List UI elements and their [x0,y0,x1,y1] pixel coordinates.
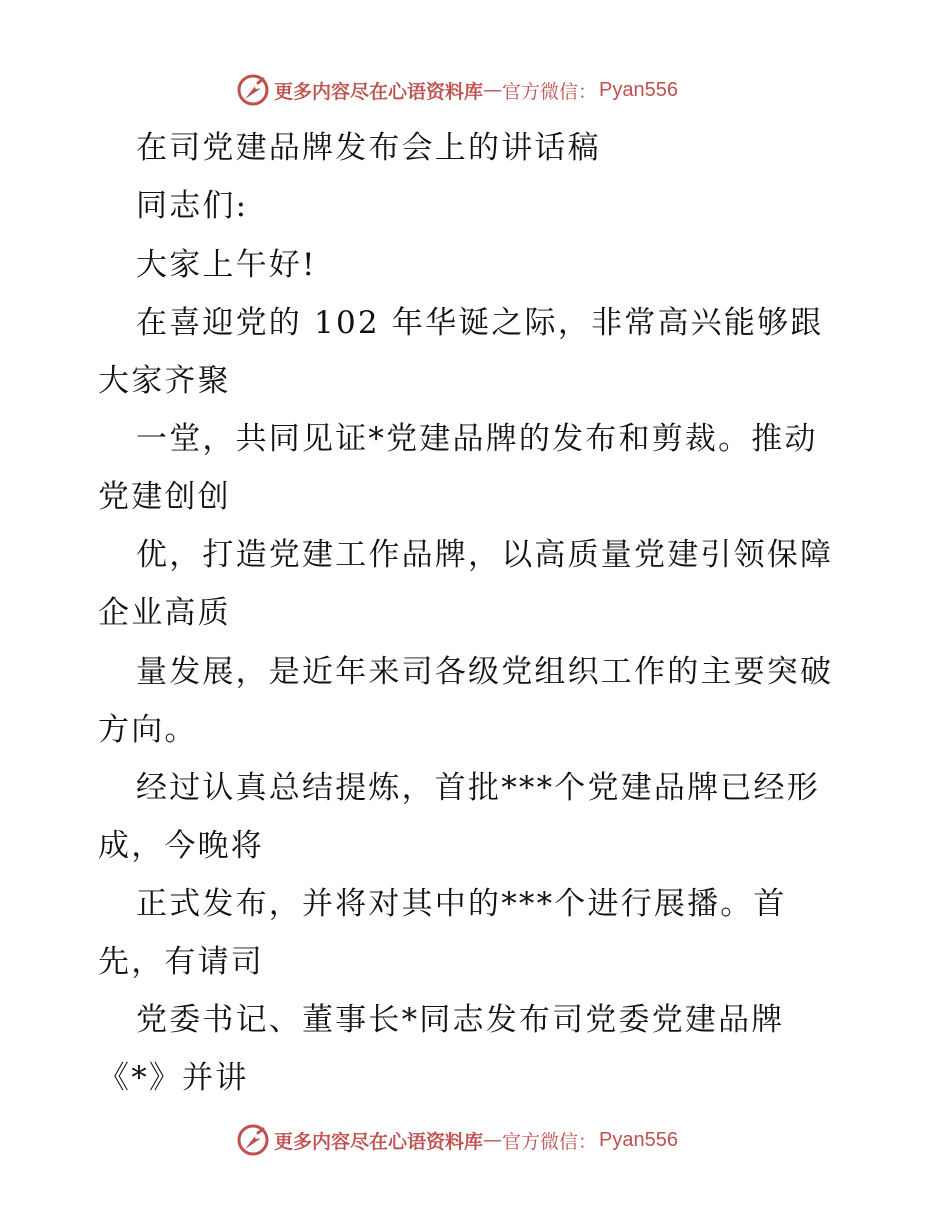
body-line: 优，打造党建工作品牌，以高质量党建引领保障 [136,537,834,573]
body-line: 先，有请司 [98,944,264,980]
body-line: 企业高质 [98,595,231,631]
footer-watermark [236,1122,678,1158]
body-line: 在喜迎党的 102 年华诞之际，非常高兴能够跟 [136,305,824,341]
body-line: 方向。 [98,712,198,748]
body-line: 经过认真总结提炼，首批***个党建品牌已经形 [136,770,820,806]
body-line: 党委书记、董事长*同志发布司党委党建品牌 [136,1002,785,1038]
document-title: 在司党建品牌发布会上的讲话稿 [136,130,601,166]
pen-nib-logo-icon [236,73,270,107]
header-watermark [236,72,678,108]
watermark-wechat-id: Pyan556 [599,78,678,101]
pen-nib-logo-icon [236,1123,270,1157]
body-line: 党建创创 [98,479,231,515]
body-line: 《*》并讲 [98,1060,249,1096]
watermark-wechat-id: Pyan556 [599,1128,678,1151]
body-line: 正式发布，并将对其中的***个进行展播。首 [136,886,787,922]
watermark-label: 官方微信： [502,80,598,103]
body-line: 大家齐聚 [98,363,231,399]
watermark-label: 官方微信： [502,1130,598,1153]
body-line: 量发展，是近年来司各级党组织工作的主要突破 [136,654,834,690]
watermark-text: 更多内容尽在心语资料库 [274,80,484,103]
body-line: 成，今晚将 [98,828,264,864]
watermark-text: 更多内容尽在心语资料库 [274,1130,484,1153]
watermark-separator: — [483,1129,503,1151]
watermark-separator: — [483,79,503,101]
body-line: 大家上午好! [136,247,317,283]
body-line: 一堂，共同见证*党建品牌的发布和剪裁。推动 [136,421,818,457]
body-line: 同志们: [136,188,249,224]
